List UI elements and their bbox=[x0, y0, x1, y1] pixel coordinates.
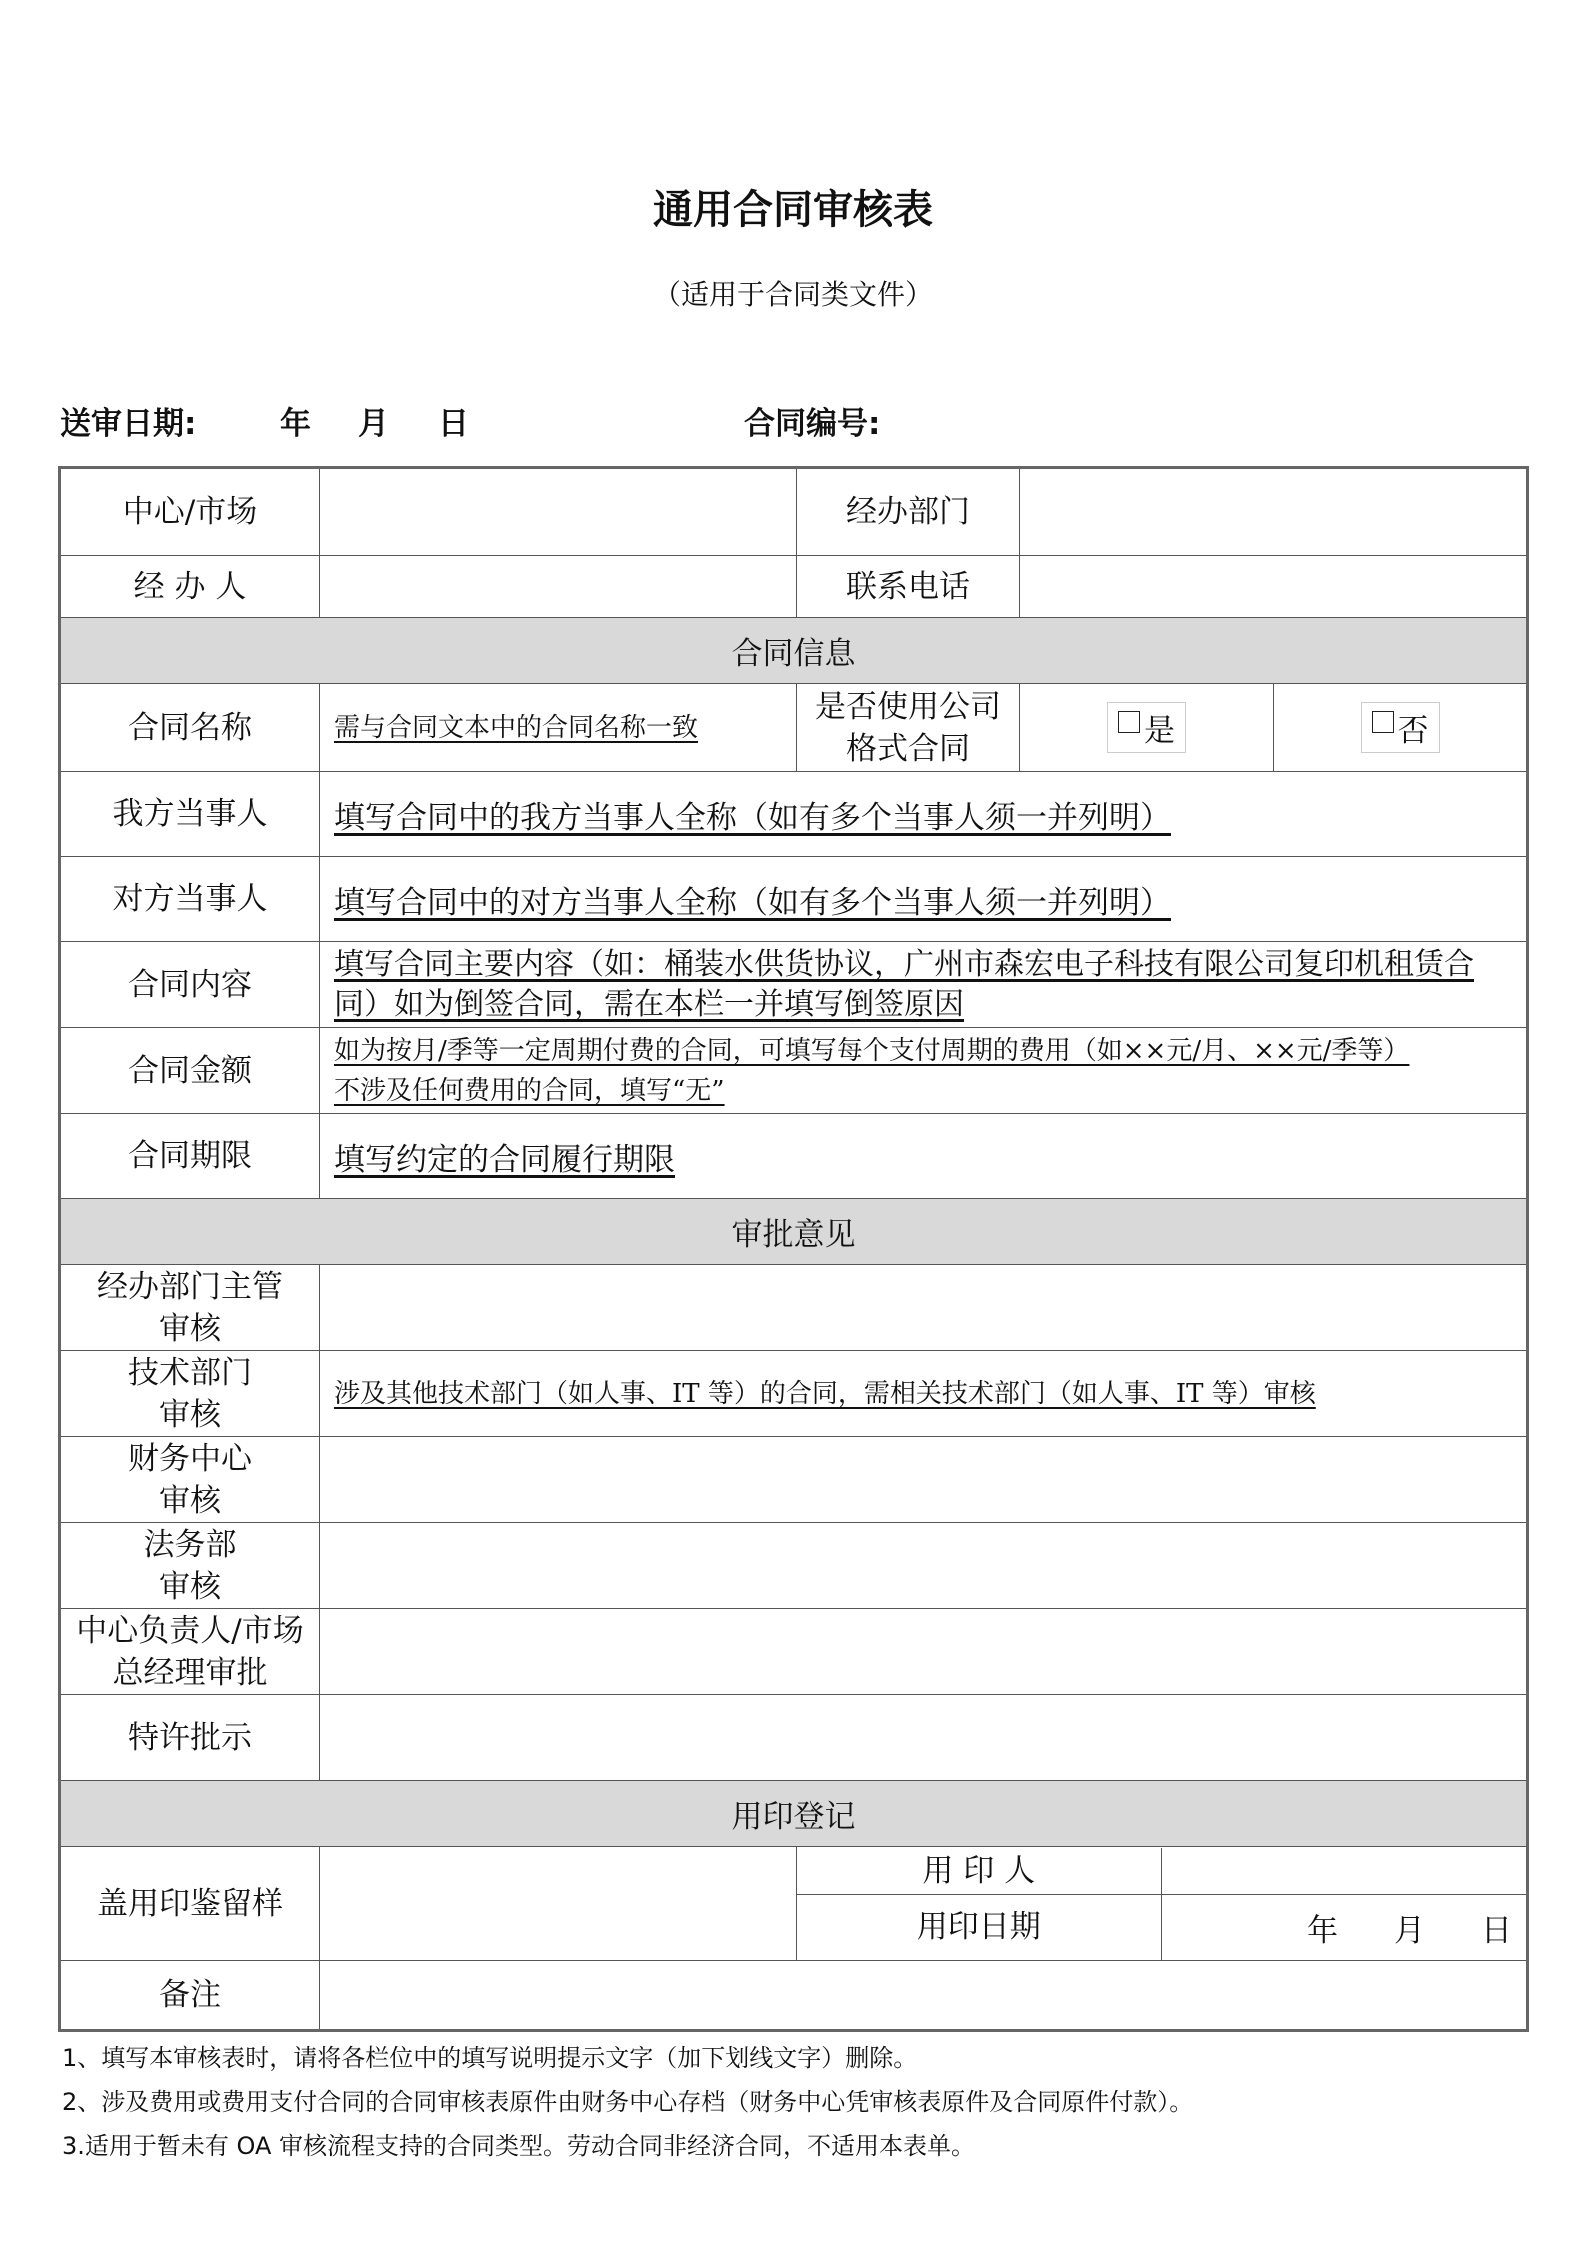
seal-date-day: 日 bbox=[1481, 1912, 1512, 1949]
seal-date-year: 年 bbox=[1307, 1912, 1338, 1949]
contract-name-hint: 需与合同文本中的合同名称一致 bbox=[334, 712, 699, 743]
seal-user-label: 用 印 人 bbox=[797, 1848, 1161, 1895]
section-approval: 审批意见 bbox=[60, 1199, 1528, 1265]
contract-name-label: 合同名称 bbox=[60, 684, 320, 772]
footnote-3: 3.适用于暂未有 OA 审核流程支持的合同类型。劳动合同非经济合同，不适用本表单。 bbox=[62, 2132, 976, 2160]
our-party-label: 我方当事人 bbox=[60, 772, 320, 857]
contract-number-label: 合同编号: bbox=[744, 406, 881, 442]
handler-field[interactable] bbox=[320, 556, 797, 618]
submit-date-month: 月 bbox=[358, 406, 389, 442]
template-yes-option[interactable] bbox=[1020, 684, 1274, 772]
submit-date-day: 日 bbox=[438, 406, 469, 442]
remarks-field[interactable] bbox=[320, 1961, 1528, 2031]
seal-info-table bbox=[797, 1848, 1526, 1960]
seal-sample-label: 盖用印鉴留样 bbox=[60, 1847, 320, 1961]
amount-field[interactable] bbox=[320, 1028, 1528, 1114]
section-seal: 用印登记 bbox=[60, 1781, 1528, 1847]
footnote-2: 2、涉及费用或费用支付合同的合同审核表原件由财务中心存档（财务中心凭审核表原件及合同原件付款）。 bbox=[62, 2088, 1194, 2116]
no-checkbox[interactable] bbox=[1361, 702, 1440, 753]
center-market-label: 中心/市场 bbox=[60, 468, 320, 556]
footnote-1: 1、填写本审核表时，请将各栏位中的填写说明提示文字（加下划线文字）删除。 bbox=[62, 2044, 918, 2072]
finance-field[interactable] bbox=[320, 1437, 1528, 1523]
center-market-field[interactable] bbox=[320, 468, 797, 556]
footnotes bbox=[62, 2036, 1193, 2168]
phone-label: 联系电话 bbox=[797, 556, 1020, 618]
our-party-hint: 填写合同中的我方当事人全称（如有多个当事人须一并列明） bbox=[334, 799, 1171, 836]
amount-hint-periodic: 如为按月/季等一定周期付费的合同，可填写每个支付周期的费用（如××元/月、××元/季等） bbox=[334, 1035, 1410, 1066]
term-hint: 填写约定的合同履行期限 bbox=[334, 1141, 675, 1178]
legal-field[interactable] bbox=[320, 1523, 1528, 1609]
term-label: 合同期限 bbox=[60, 1114, 320, 1199]
seal-date-label: 用印日期 bbox=[797, 1895, 1161, 1960]
special-approval-field[interactable] bbox=[320, 1695, 1528, 1781]
term-field[interactable] bbox=[320, 1114, 1528, 1199]
content-hint: 填写合同主要内容（如：桶装水供货协议，广州市森宏电子科技有限公司复印机租赁合同）如为倒签合同，需在本栏一并填写倒签原因 bbox=[334, 946, 1474, 1022]
checkbox-icon bbox=[1118, 711, 1140, 733]
tech-dept-field[interactable] bbox=[320, 1351, 1528, 1437]
amount-label: 合同金额 bbox=[60, 1028, 320, 1114]
remarks-label: 备注 bbox=[60, 1961, 320, 2031]
seal-sample-field[interactable] bbox=[320, 1847, 797, 1961]
handler-label: 经 办 人 bbox=[60, 556, 320, 618]
dept-supervisor-label: 经办部门主管审核 bbox=[60, 1265, 320, 1351]
seal-date-month: 月 bbox=[1394, 1912, 1425, 1949]
our-party-field[interactable] bbox=[320, 772, 1528, 857]
seal-user-field[interactable] bbox=[1161, 1848, 1526, 1895]
phone-field[interactable] bbox=[1020, 556, 1528, 618]
amount-hint-none: 不涉及任何费用的合同，填写“无” bbox=[334, 1075, 725, 1106]
template-question-label: 是否使用公司格式合同 bbox=[797, 684, 1020, 772]
page-subtitle: （适用于合同类文件） bbox=[652, 278, 933, 311]
contract-name-field[interactable] bbox=[320, 684, 797, 772]
department-field[interactable] bbox=[1020, 468, 1528, 556]
seal-date-field[interactable] bbox=[1161, 1895, 1526, 1960]
department-label: 经办部门 bbox=[797, 468, 1020, 556]
submit-date-label: 送审日期: bbox=[60, 406, 197, 442]
template-no-option[interactable] bbox=[1274, 684, 1528, 772]
content-field[interactable] bbox=[320, 942, 1528, 1028]
finance-label: 财务中心审核 bbox=[60, 1437, 320, 1523]
tech-dept-label: 技术部门审核 bbox=[60, 1351, 320, 1437]
no-label: 否 bbox=[1397, 713, 1429, 749]
head-approval-field[interactable] bbox=[320, 1609, 1528, 1695]
other-party-field[interactable] bbox=[320, 857, 1528, 942]
tech-dept-hint: 涉及其他技术部门（如人事、IT 等）的合同，需相关技术部门（如人事、IT 等）审核 bbox=[334, 1378, 1316, 1409]
checkbox-icon bbox=[1372, 711, 1394, 733]
special-approval-label: 特许批示 bbox=[60, 1695, 320, 1781]
submit-date-year: 年 bbox=[280, 406, 311, 442]
yes-label: 是 bbox=[1144, 713, 1175, 749]
content-label: 合同内容 bbox=[60, 942, 320, 1028]
review-form-table bbox=[58, 466, 1529, 2032]
dept-supervisor-field[interactable] bbox=[320, 1265, 1528, 1351]
other-party-label: 对方当事人 bbox=[60, 857, 320, 942]
other-party-hint: 填写合同中的对方当事人全称（如有多个当事人须一并列明） bbox=[334, 884, 1171, 921]
legal-label: 法务部审核 bbox=[60, 1523, 320, 1609]
section-contract-info: 合同信息 bbox=[60, 618, 1528, 684]
seal-info-cell bbox=[797, 1847, 1528, 1961]
head-approval-label: 中心负责人/市场总经理审批 bbox=[60, 1609, 320, 1695]
page-title: 通用合同审核表 bbox=[653, 187, 933, 233]
yes-checkbox[interactable] bbox=[1107, 702, 1186, 753]
